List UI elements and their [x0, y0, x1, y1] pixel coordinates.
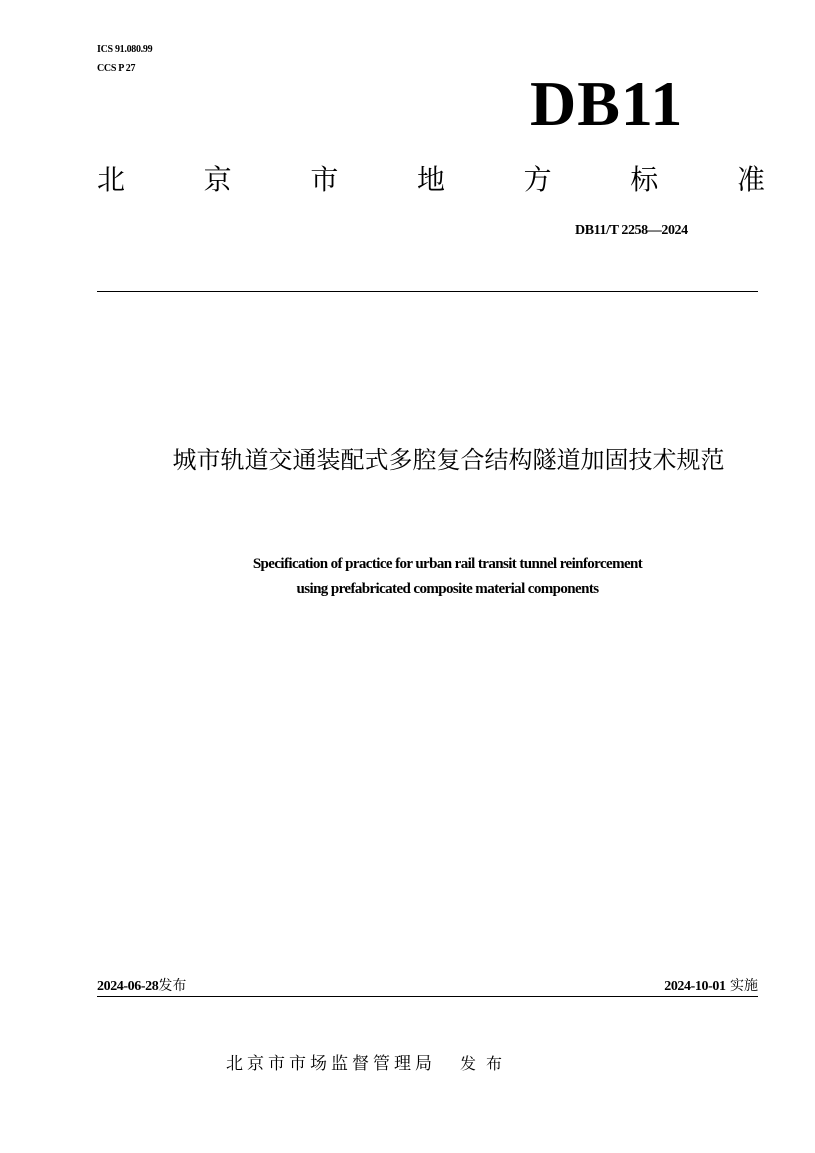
db-code-mark: DB11 [530, 68, 684, 139]
chinese-title: 城市轨道交通装配式多腔复合结构隧道加固技术规范 [172, 446, 725, 474]
english-title [100, 552, 795, 602]
publisher-line [226, 1052, 512, 1076]
standard-type-char: 市 [310, 163, 339, 196]
issue-date-block [97, 977, 186, 996]
standard-type-char: 方 [523, 163, 552, 196]
english-title-line: using prefabricated composite material components [296, 581, 599, 597]
implementation-date: 2024-10-01 [664, 979, 726, 994]
standard-type-char: 标 [630, 163, 659, 196]
publisher-name: 北京市市场监督管理局 [226, 1054, 436, 1074]
standard-type-heading [97, 162, 765, 198]
standard-number: DB11/T 2258—2024 [575, 223, 688, 238]
standard-type-char: 北 [97, 163, 126, 196]
ccs-code: CCS P 27 [97, 63, 136, 74]
english-title-line: Specification of practice for urban rail transit tunnel reinforcement [252, 556, 643, 572]
issue-date: 2024-06-28 [97, 979, 159, 994]
ics-code: ICS 91.080.99 [97, 44, 153, 55]
standard-type-char: 京 [203, 163, 232, 196]
standard-type-char: 准 [736, 163, 765, 196]
issue-label: 发布 [158, 978, 187, 994]
header-divider [97, 291, 758, 292]
implementation-date-block [664, 977, 758, 996]
standard-type-char: 地 [416, 163, 445, 196]
date-divider [97, 996, 758, 997]
date-row [97, 977, 758, 997]
implementation-label: 实施 [730, 978, 758, 994]
publish-label: 发布 [460, 1054, 513, 1073]
